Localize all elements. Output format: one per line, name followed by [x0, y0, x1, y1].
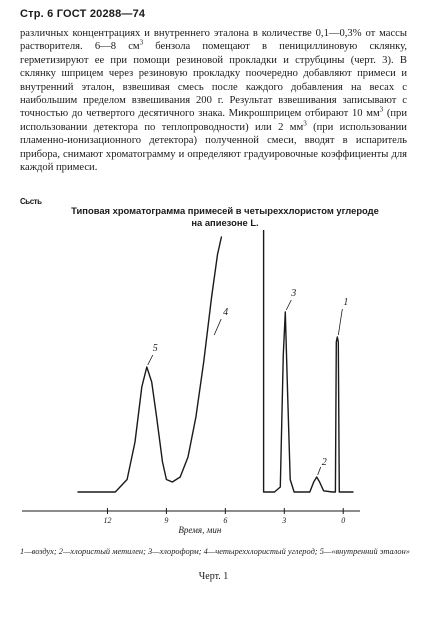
- paragraph-part-2: бензола помещают в пенициллиновую склянку, герметизируют ее при помощи резиновой прокладки и струбцины (черт. 3). В склянку шприцем через резиновую прокладку поочередно добавляют примеси и внутренний эталон, взвешивая смесь после каждого добавления на весах с наибольшим пределом взвешивания 200 г. Результат взвешивания записывают с точностью до четвертого десятичного знака. Микрошприцем отбирают 10 мм: [20, 41, 408, 120]
- chromatogram-trace-right: [264, 230, 353, 492]
- superscript-2: 3: [379, 105, 384, 114]
- x-axis-label: Время, мин: [178, 525, 222, 535]
- page-header: Стр. 6 ГОСТ 20288—74: [20, 8, 146, 20]
- peak-leader-5: [148, 355, 153, 365]
- superscript-3: 3: [303, 119, 307, 128]
- body-paragraph: [20, 27, 407, 174]
- x-tick-label-12: 12: [103, 516, 112, 525]
- figure-title-line-1: Типовая хроматограмма примесей в четыреххлористом углероде: [71, 205, 379, 216]
- x-tick-label-9: 9: [164, 516, 169, 525]
- figure-legend: 1—воздух; 2—хлористый метилен; 3—хлороформ; 4—четыреххлористый углерод; 5—«внутренний эталон»: [20, 547, 410, 556]
- superscript-1: 3: [139, 38, 144, 47]
- peak-leader-1: [338, 309, 342, 335]
- peak-label-2: 2: [321, 457, 327, 468]
- x-tick-label-6: 6: [223, 516, 228, 525]
- paragraph-part-3: (при использовании детектора по теплопроводности) или 2 мм: [20, 108, 408, 133]
- peak-label-1: 1: [343, 297, 349, 308]
- peak-label-4: 4: [223, 307, 229, 318]
- peak-leader-4: [214, 319, 221, 335]
- x-tick-label-3: 3: [282, 516, 287, 525]
- figure-title: [40, 205, 410, 229]
- peak-label-3: 3: [291, 288, 297, 299]
- peak-leader-2: [318, 467, 321, 475]
- chromatogram-trace-left: [78, 237, 221, 492]
- chart-marks: [22, 230, 360, 535]
- chromatogram-chart: [0, 230, 427, 542]
- peak-label-5: 5: [152, 343, 158, 354]
- stamp-mark: Сьсть: [20, 197, 42, 206]
- x-tick-label-0: 0: [341, 516, 346, 525]
- paragraph-part-1: различных концентрациях и внутреннего эталона в количестве 0,1—0,3% от массы растворителя. 6—8 см: [20, 28, 407, 53]
- figure-label: Черт. 1: [198, 571, 229, 582]
- figure-title-line-2: на апиезоне L.: [191, 217, 259, 228]
- paragraph-part-4: (при использовании пламенно-ионизационного детектора) полученной смеси, вводят в испаритель прибора, снимают хроматограмму и определяют градуировочные коэффициенты для каждой примеси.: [20, 121, 407, 174]
- peak-leader-3: [286, 300, 291, 310]
